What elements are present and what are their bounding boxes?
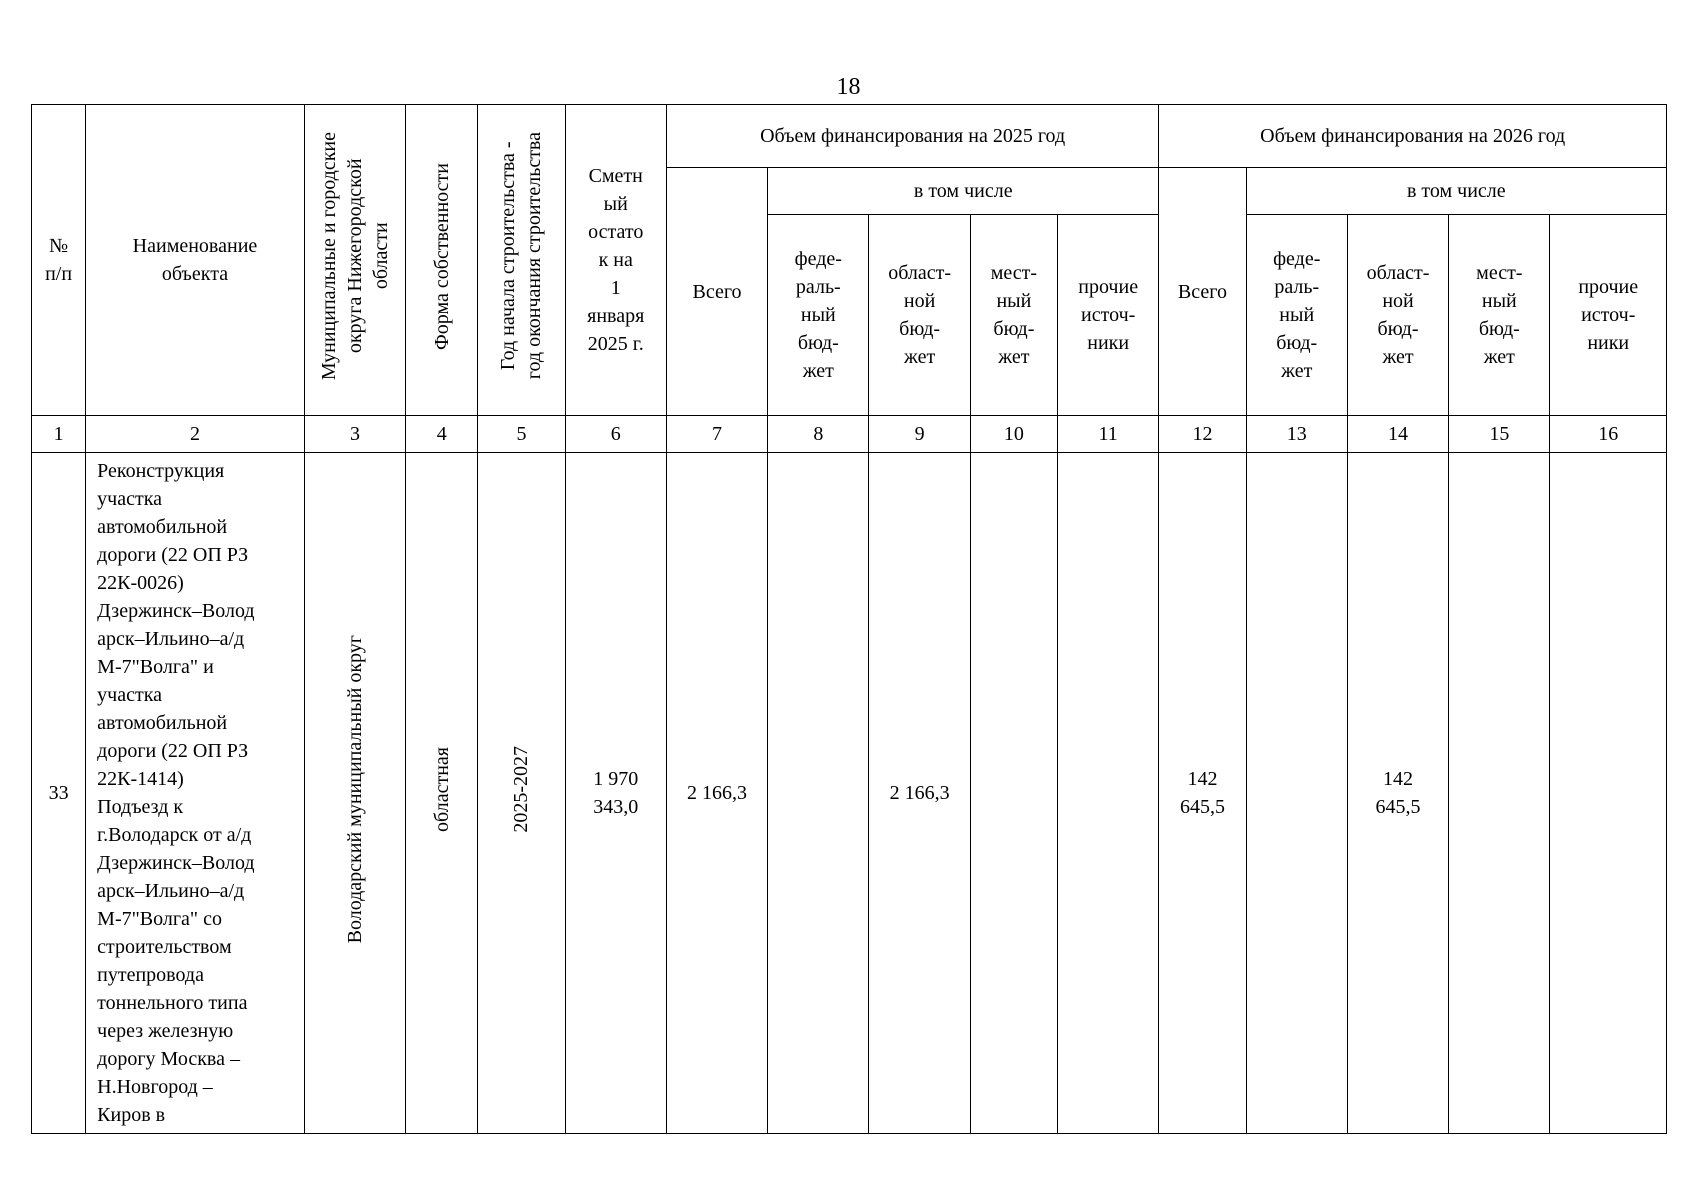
table-row	[32, 453, 1667, 1134]
header-years-cell	[478, 105, 565, 416]
other-2025-value	[1058, 453, 1159, 1134]
header-including-2025: в том числе	[768, 168, 1159, 215]
column-number: 13	[1246, 416, 1347, 453]
row-number: 33	[32, 453, 86, 1134]
header-including-2026: в том числе	[1246, 168, 1666, 215]
years-cell	[478, 453, 565, 1134]
column-number: 10	[970, 416, 1057, 453]
header-years: Год начала строительства - год окончания строительства	[497, 132, 546, 380]
federal-2025-value	[768, 453, 869, 1134]
header-total-2026: Всего	[1159, 168, 1246, 416]
page-number: 18	[836, 74, 861, 100]
header-federal-2026: феде- раль- ный бюд- жет	[1246, 215, 1347, 416]
object-name: Реконструкция участка автомобильной дороги (22 ОП РЗ 22К-0026) Дзержинск–Волод арск–Ильино–а/д М-7"Волга" и участка автомобильной дороги (22 ОП РЗ 22К-1414) Подъезд к г.Володарск от а/д Дзержинск–Волод арск–Ильино–а/д М-7"Волга" со строительством путепровода тоннельного типа через железную дорогу Москва – Н.Новгород – Киров в	[86, 453, 305, 1134]
local-2025-value	[970, 453, 1057, 1134]
column-number: 1	[32, 416, 86, 453]
header-federal-2025: феде- раль- ный бюд- жет	[768, 215, 869, 416]
header-number: № п/п	[32, 105, 86, 416]
financing-table	[31, 104, 1667, 1134]
header-ownership: Форма собственности	[430, 162, 453, 350]
header-regional-2026: област- ной бюд- жет	[1347, 215, 1448, 416]
local-2026-value	[1449, 453, 1550, 1134]
years-value: 2025-2027	[510, 745, 533, 833]
ownership-value: областная	[430, 746, 453, 832]
header-municipality-cell	[304, 105, 405, 416]
column-number: 7	[666, 416, 767, 453]
column-number: 2	[86, 416, 305, 453]
column-number: 3	[304, 416, 405, 453]
header-total-2025: Всего	[666, 168, 767, 416]
column-number: 4	[406, 416, 478, 453]
column-number: 12	[1159, 416, 1246, 453]
municipality-cell	[304, 453, 405, 1134]
federal-2026-value	[1246, 453, 1347, 1134]
column-number: 6	[565, 416, 666, 453]
column-number-row	[32, 416, 1667, 453]
header-estimate-balance: Сметн ый остато к на 1 января 2025 г.	[565, 105, 666, 416]
column-number: 11	[1058, 416, 1159, 453]
total-2026-value: 142 645,5	[1159, 453, 1246, 1134]
header-other-2025: прочие источ- ники	[1058, 215, 1159, 416]
header-financing-2026: Объем финансирования на 2026 год	[1159, 105, 1667, 168]
header-object-name: Наименование объекта	[86, 105, 305, 416]
estimate-balance-value: 1 970 343,0	[565, 453, 666, 1134]
header-regional-2025: област- ной бюд- жет	[869, 215, 970, 416]
column-number: 14	[1347, 416, 1448, 453]
header-ownership-cell	[406, 105, 478, 416]
column-number: 16	[1550, 416, 1667, 453]
municipality-value: Володарский муниципальный округ	[343, 634, 366, 944]
column-number: 9	[869, 416, 970, 453]
ownership-cell	[406, 453, 478, 1134]
regional-2026-value: 142 645,5	[1347, 453, 1448, 1134]
other-2026-value	[1550, 453, 1667, 1134]
header-municipality: Муниципальные и городские округа Нижегородской области	[317, 131, 392, 381]
header-local-2025: мест- ный бюд- жет	[970, 215, 1057, 416]
header-other-2026: прочие источ- ники	[1550, 215, 1667, 416]
regional-2025-value: 2 166,3	[869, 453, 970, 1134]
header-financing-2025: Объем финансирования на 2025 год	[666, 105, 1158, 168]
column-number: 8	[768, 416, 869, 453]
header-local-2026: мест- ный бюд- жет	[1449, 215, 1550, 416]
total-2025-value: 2 166,3	[666, 453, 767, 1134]
column-number: 5	[478, 416, 565, 453]
column-number: 15	[1449, 416, 1550, 453]
header-row-groups	[32, 105, 1667, 168]
